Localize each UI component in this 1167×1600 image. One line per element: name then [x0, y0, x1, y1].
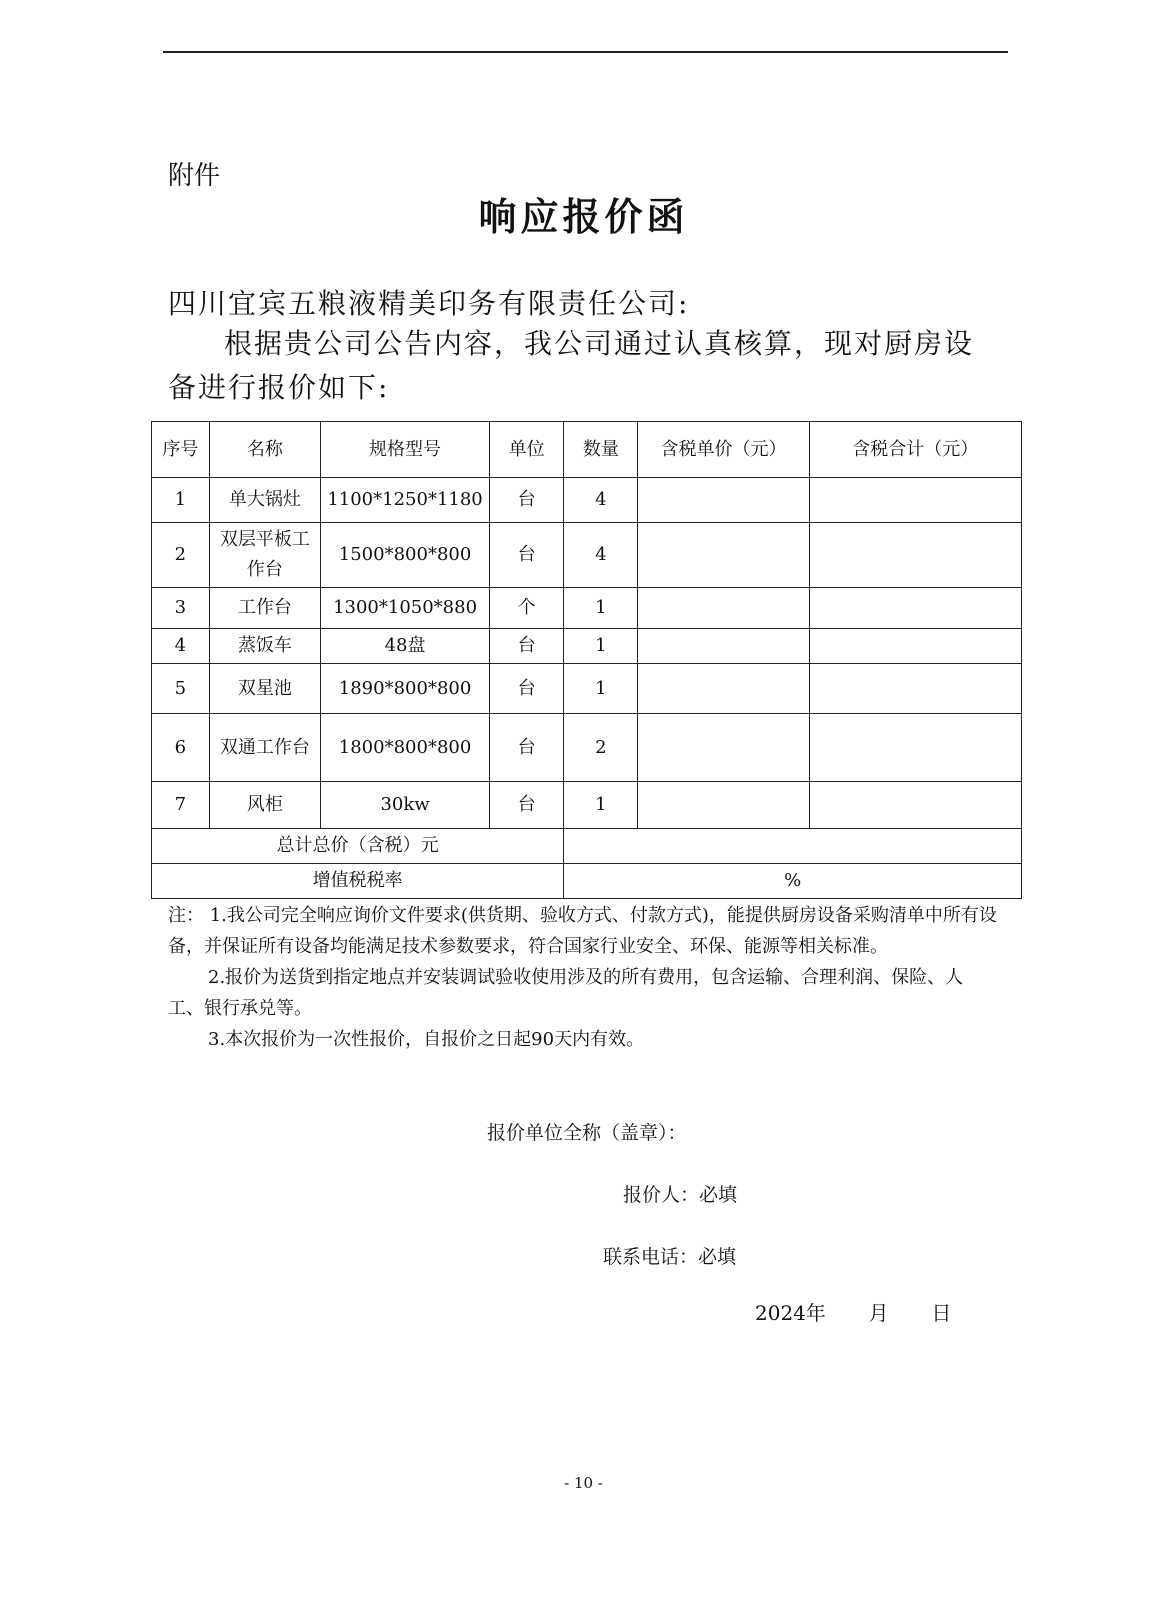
row-number: 5: [152, 664, 210, 714]
header-cell: 名称: [209, 422, 320, 478]
row-number: 4: [152, 629, 210, 664]
unit-price-cell[interactable]: [638, 478, 809, 523]
row-number: 1: [152, 478, 210, 523]
attachment-label: 附件: [168, 161, 221, 191]
item-qty: 4: [564, 523, 638, 588]
table-row: [152, 588, 1022, 629]
item-unit: 台: [490, 629, 564, 664]
document-title: 响应报价函: [478, 194, 689, 239]
item-spec: 1100*1250*1180: [321, 478, 490, 523]
table-row: [152, 782, 1022, 829]
date-day: 日: [931, 1301, 952, 1325]
total-price-cell[interactable]: [809, 664, 1021, 714]
row-number: 2: [152, 523, 210, 588]
item-spec: 1300*1050*880: [321, 588, 490, 629]
item-unit: 台: [490, 478, 564, 523]
date-month: 月: [868, 1301, 889, 1325]
table-row: [152, 664, 1022, 714]
item-name: 单大锅灶: [209, 478, 320, 523]
vat-value-cell[interactable]: [564, 864, 1022, 899]
total-price-cell[interactable]: [809, 478, 1021, 523]
note-2: 2.报价为送货到指定地点并安装调试验收使用涉及的所有费用，包含运输、合理利润、保险、人工、银行承兑等。: [168, 967, 964, 1019]
item-unit: 台: [490, 714, 564, 782]
date-year: 2024年: [755, 1301, 826, 1325]
company-name-label: 报价单位全称（盖章）：: [487, 1122, 687, 1144]
vat-label: 增值税税率: [152, 864, 564, 899]
unit-price-cell[interactable]: [638, 588, 809, 629]
item-spec: 30kw: [321, 782, 490, 829]
unit-price-cell[interactable]: [638, 523, 809, 588]
item-spec: 48盘: [321, 629, 490, 664]
item-name: 双星池: [209, 664, 320, 714]
date-line: [755, 1297, 951, 1326]
total-price-cell[interactable]: [809, 714, 1021, 782]
item-qty: 2: [564, 714, 638, 782]
unit-price-cell[interactable]: [638, 782, 809, 829]
item-unit: 台: [490, 782, 564, 829]
header-cell: 规格型号: [321, 422, 490, 478]
total-price-cell[interactable]: [809, 629, 1021, 664]
item-name: 双通工作台: [209, 714, 320, 782]
total-value-cell[interactable]: [564, 829, 1022, 864]
header-cell: 含税合计（元）: [809, 422, 1021, 478]
vat-percent: %: [784, 870, 802, 891]
unit-price-cell[interactable]: [638, 664, 809, 714]
table-row: [152, 478, 1022, 523]
item-name: 双层平板工作台: [209, 523, 320, 588]
notes: [168, 900, 998, 1055]
total-label: 总计总价（含税）元: [152, 829, 564, 864]
table-row: [152, 714, 1022, 782]
total-price-cell[interactable]: [809, 523, 1021, 588]
vat-row: [152, 864, 1022, 899]
quoter-label: 报价人：必填: [623, 1184, 738, 1206]
item-unit: 台: [490, 523, 564, 588]
total-row: [152, 829, 1022, 864]
item-unit: 台: [490, 664, 564, 714]
note-3: 3.本次报价为一次性报价，自报价之日起90天内有效。: [208, 1029, 645, 1050]
item-name: 蒸饭车: [209, 629, 320, 664]
total-price-cell[interactable]: [809, 588, 1021, 629]
item-qty: 1: [564, 588, 638, 629]
intro-paragraph: 根据贵公司公告内容，我公司通过认真核算，现对厨房设备进行报价如下:: [168, 327, 975, 404]
row-number: 3: [152, 588, 210, 629]
header-cell: 数量: [564, 422, 638, 478]
note-1: 注： 1.我公司完全响应询价文件要求(供货期、验收方式、付款方式)，能提供厨房设备采购清单中所有设备，并保证所有设备均能满足技术参数要求，符合国家行业安全、环保、能源等相关标准。: [168, 905, 997, 957]
table-row: [152, 629, 1022, 664]
item-name: 工作台: [209, 588, 320, 629]
addressee: 四川宜宾五粮液精美印务有限责任公司:: [168, 287, 690, 320]
header-cell: 序号: [152, 422, 210, 478]
row-number: 7: [152, 782, 210, 829]
page-number: - 10 -: [564, 1474, 603, 1492]
table-row: [152, 523, 1022, 588]
item-name: 风柜: [209, 782, 320, 829]
item-spec: 1890*800*800: [321, 664, 490, 714]
item-spec: 1500*800*800: [321, 523, 490, 588]
item-qty: 1: [564, 782, 638, 829]
item-qty: 1: [564, 629, 638, 664]
row-number: 6: [152, 714, 210, 782]
item-qty: 4: [564, 478, 638, 523]
unit-price-cell[interactable]: [638, 714, 809, 782]
quote-table: [151, 421, 1022, 899]
header-rule: [163, 51, 1008, 53]
total-price-cell[interactable]: [809, 782, 1021, 829]
phone-label: 联系电话：必填: [603, 1246, 737, 1268]
item-unit: 个: [490, 588, 564, 629]
item-qty: 1: [564, 664, 638, 714]
header-cell: 含税单价（元）: [638, 422, 809, 478]
unit-price-cell[interactable]: [638, 629, 809, 664]
item-spec: 1800*800*800: [321, 714, 490, 782]
table-header-row: [152, 422, 1022, 478]
header-cell: 单位: [490, 422, 564, 478]
